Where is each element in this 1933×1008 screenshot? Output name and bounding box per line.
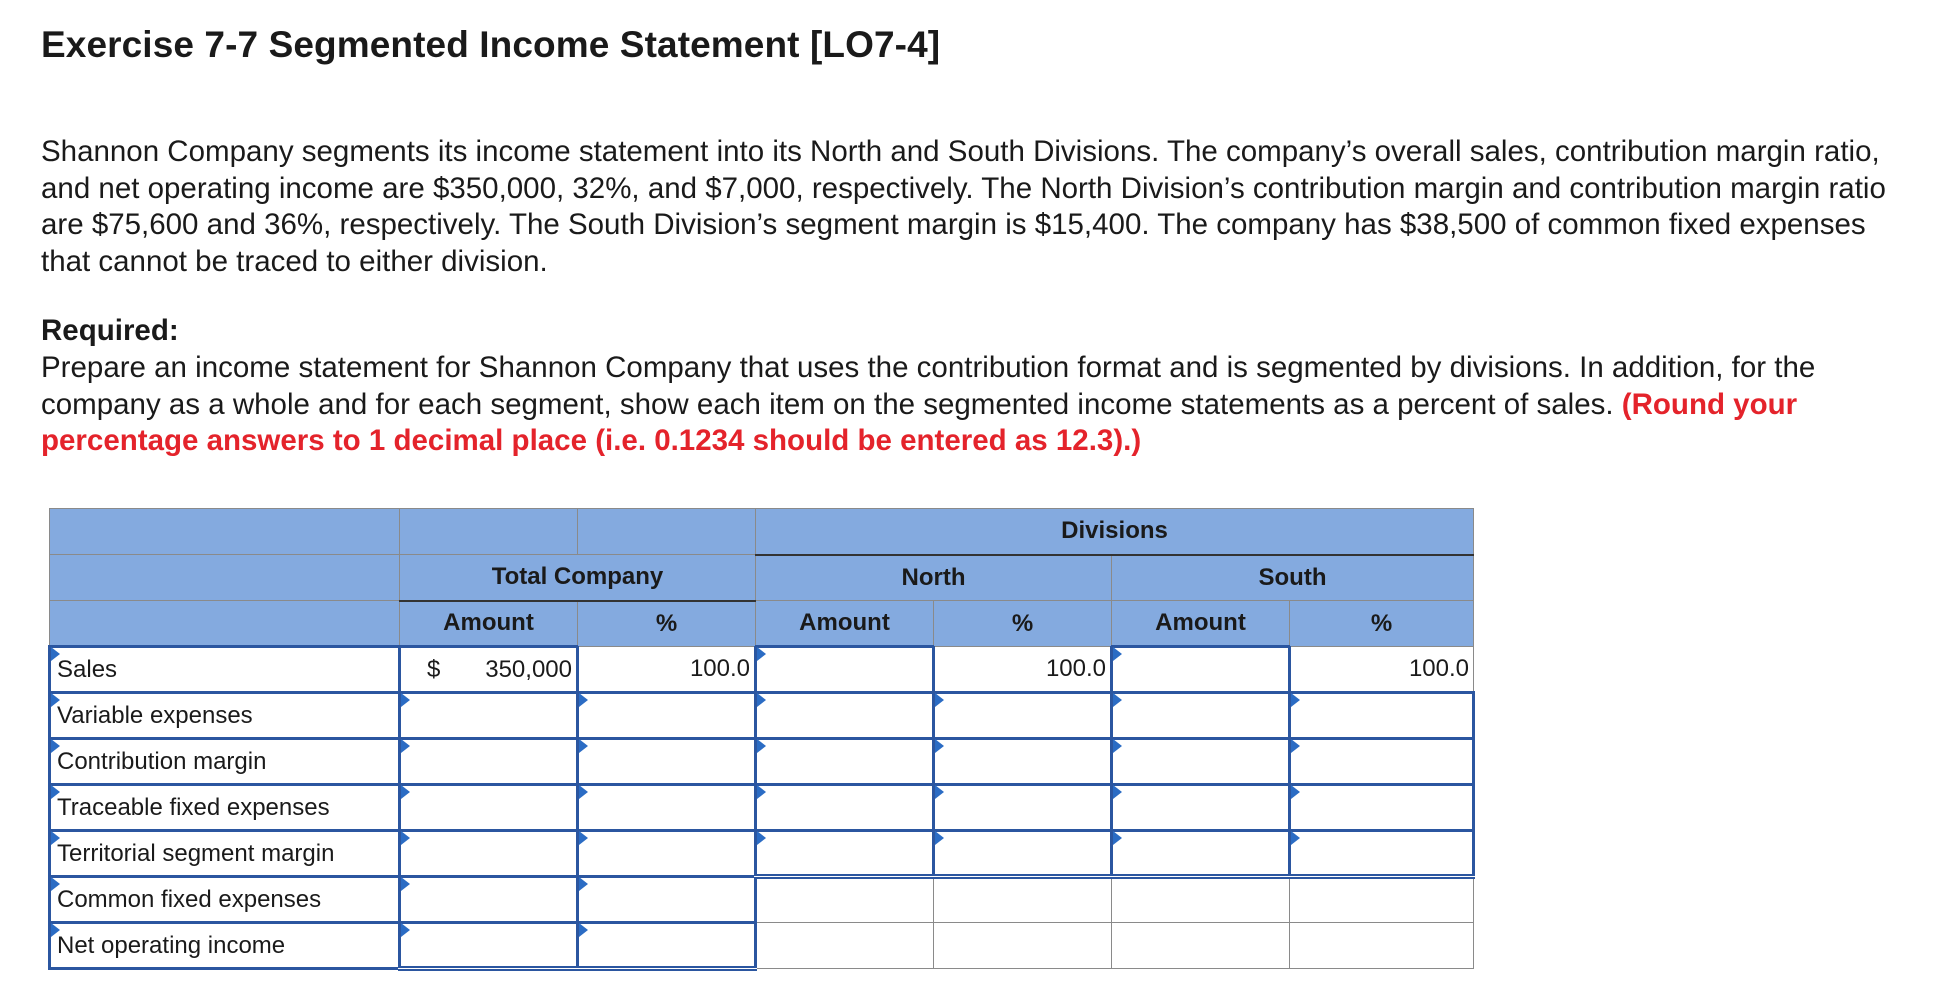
- row-label-text: Net operating income: [57, 931, 286, 959]
- north-amount-input[interactable]: [756, 693, 934, 739]
- north-percent-input[interactable]: [934, 739, 1112, 785]
- header-row-columns: [50, 601, 1474, 647]
- input-flag-icon: [757, 785, 766, 799]
- required-heading: Required:: [41, 314, 179, 347]
- dropdown-flag-icon: [51, 739, 60, 753]
- input-flag-icon: [401, 831, 410, 845]
- dropdown-flag-icon: [51, 877, 60, 891]
- table-row-common-fixed-expenses: [50, 877, 1474, 923]
- row-label-text: Variable expenses: [57, 701, 253, 729]
- input-flag-icon: [401, 739, 410, 753]
- input-flag-icon: [1113, 693, 1122, 707]
- total-amount-input[interactable]: [400, 785, 578, 831]
- input-flag-icon: [1291, 785, 1300, 799]
- input-flag-icon: [935, 831, 944, 845]
- page-title: Exercise 7-7 Segmented Income Statement [LO7-4]: [41, 24, 941, 65]
- empty-cell: [934, 923, 1112, 969]
- row-label[interactable]: [50, 923, 400, 969]
- input-flag-icon: [1113, 647, 1122, 661]
- north-percent-input[interactable]: [934, 785, 1112, 831]
- input-flag-icon: [1113, 785, 1122, 799]
- input-flag-icon: [401, 877, 410, 891]
- total-percent-input[interactable]: [578, 877, 756, 923]
- empty-cell: [1112, 877, 1290, 923]
- input-flag-icon: [935, 785, 944, 799]
- input-flag-icon: [401, 923, 410, 937]
- row-label[interactable]: [50, 785, 400, 831]
- row-label[interactable]: [50, 647, 400, 693]
- empty-cell: [1290, 877, 1474, 923]
- input-flag-icon: [1113, 739, 1122, 753]
- total-amount-input[interactable]: [400, 831, 578, 877]
- south-percent-input[interactable]: [1290, 693, 1474, 739]
- table-row-variable-expenses: [50, 693, 1474, 739]
- north-percent-input[interactable]: [934, 693, 1112, 739]
- table-row-territorial-segment-margin: [50, 831, 1474, 877]
- total-sales-amount[interactable]: [400, 647, 578, 693]
- north-sales-amount-input[interactable]: [756, 647, 934, 693]
- north-percent-header: %: [934, 601, 1112, 647]
- input-flag-icon: [579, 785, 588, 799]
- dropdown-flag-icon: [51, 693, 60, 707]
- dropdown-flag-icon: [51, 785, 60, 799]
- table-row-sales: [50, 647, 1474, 693]
- north-amount-input[interactable]: [756, 739, 934, 785]
- south-header: South: [1112, 555, 1474, 601]
- input-flag-icon: [401, 693, 410, 707]
- divisions-header: Divisions: [756, 509, 1474, 555]
- input-flag-icon: [935, 739, 944, 753]
- header-row-divisions: [50, 509, 1474, 555]
- row-label-text: Traceable fixed expenses: [57, 793, 330, 821]
- south-sales-percent: 100.0: [1290, 647, 1474, 693]
- south-amount-input[interactable]: [1112, 739, 1290, 785]
- south-percent-header: %: [1290, 601, 1474, 647]
- south-percent-input[interactable]: [1290, 739, 1474, 785]
- row-label[interactable]: [50, 693, 400, 739]
- total-amount-input[interactable]: [400, 739, 578, 785]
- input-flag-icon: [757, 831, 766, 845]
- total-percent-input[interactable]: [578, 785, 756, 831]
- header-blank: [400, 509, 578, 555]
- row-label-text: Sales: [57, 655, 118, 683]
- input-flag-icon: [935, 693, 944, 707]
- header-blank: [50, 509, 400, 555]
- header-blank: [578, 509, 756, 555]
- input-flag-icon: [1291, 693, 1300, 707]
- table-row-traceable-fixed-expenses: [50, 785, 1474, 831]
- input-flag-icon: [757, 693, 766, 707]
- north-header: North: [756, 555, 1112, 601]
- south-amount-input[interactable]: [1112, 831, 1290, 877]
- input-flag-icon: [579, 877, 588, 891]
- row-label-text: Contribution margin: [57, 747, 267, 775]
- table-row-contribution-margin: [50, 739, 1474, 785]
- input-flag-icon: [579, 739, 588, 753]
- total-percent-input[interactable]: [578, 831, 756, 877]
- total-sales-percent: 100.0: [578, 647, 756, 693]
- header-blank: [50, 555, 400, 601]
- segmented-income-statement: [48, 508, 1475, 971]
- empty-cell: [934, 877, 1112, 923]
- total-percent-input[interactable]: [578, 693, 756, 739]
- south-amount-input[interactable]: [1112, 693, 1290, 739]
- header-row-segments: [50, 555, 1474, 601]
- dropdown-flag-icon: [51, 923, 60, 937]
- south-sales-amount-input[interactable]: [1112, 647, 1290, 693]
- input-flag-icon: [1291, 739, 1300, 753]
- dropdown-flag-icon: [51, 647, 60, 661]
- north-amount-header: Amount: [756, 601, 934, 647]
- input-flag-icon: [579, 923, 588, 937]
- input-flag-icon: [757, 739, 766, 753]
- north-amount-input[interactable]: [756, 831, 934, 877]
- total-amount-input[interactable]: [400, 693, 578, 739]
- total-sales-amount-value: 350,000: [485, 655, 572, 683]
- problem-description: Shannon Company segments its income statement into its North and South Divisions. The company’s overall sales, contribution margin ratio, and net operating income are $350,000, 32%, and $7,000, respectively. The North Division’s contribution margin and contribution margin ratio are $75,600 and 36%, respectively. The South Division’s segment margin is $15,400. The company has $38,500 of common fixed expenses that cannot be traced to either division.: [41, 135, 1886, 278]
- south-amount-input[interactable]: [1112, 785, 1290, 831]
- north-amount-input[interactable]: [756, 785, 934, 831]
- required-instructions: [41, 350, 1921, 460]
- required-text: Prepare an income statement for Shannon Company that uses the contribution format and is segmented by divisions. In addition, for the company as a whole and for each segment, show each item on the segmented income statements as a percent of sales.: [41, 351, 1816, 421]
- currency-symbol: $: [427, 656, 441, 683]
- row-label-text: Common fixed expenses: [57, 885, 322, 913]
- dropdown-flag-icon: [51, 831, 60, 845]
- input-flag-icon: [401, 785, 410, 799]
- total-amount-input[interactable]: [400, 923, 578, 969]
- table-row-net-operating-income: [50, 923, 1474, 969]
- empty-cell: [756, 923, 934, 969]
- input-flag-icon: [1113, 831, 1122, 845]
- total-percent-header: %: [578, 601, 756, 647]
- row-label[interactable]: [50, 877, 400, 923]
- input-flag-icon: [579, 693, 588, 707]
- row-label[interactable]: [50, 739, 400, 785]
- total-amount-header: Amount: [400, 601, 578, 647]
- input-flag-icon: [1291, 831, 1300, 845]
- row-label[interactable]: [50, 831, 400, 877]
- south-amount-header: Amount: [1112, 601, 1290, 647]
- empty-cell: [1290, 923, 1474, 969]
- empty-cell: [756, 877, 934, 923]
- total-company-header: Total Company: [400, 555, 756, 601]
- south-percent-input[interactable]: [1290, 831, 1474, 877]
- total-percent-input[interactable]: [578, 739, 756, 785]
- header-blank: [50, 601, 400, 647]
- row-label-text: Territorial segment margin: [57, 839, 335, 867]
- south-percent-input[interactable]: [1290, 785, 1474, 831]
- empty-cell: [1112, 923, 1290, 969]
- input-flag-icon: [757, 647, 766, 661]
- north-sales-percent: 100.0: [934, 647, 1112, 693]
- total-amount-input[interactable]: [400, 877, 578, 923]
- rounding-note: (Round your percentage answers to 1 decimal place (i.e. 0.1234 should be entered as 12.3).): [41, 387, 1798, 457]
- input-flag-icon: [579, 831, 588, 845]
- north-percent-input[interactable]: [934, 831, 1112, 877]
- total-percent-input[interactable]: [578, 923, 756, 969]
